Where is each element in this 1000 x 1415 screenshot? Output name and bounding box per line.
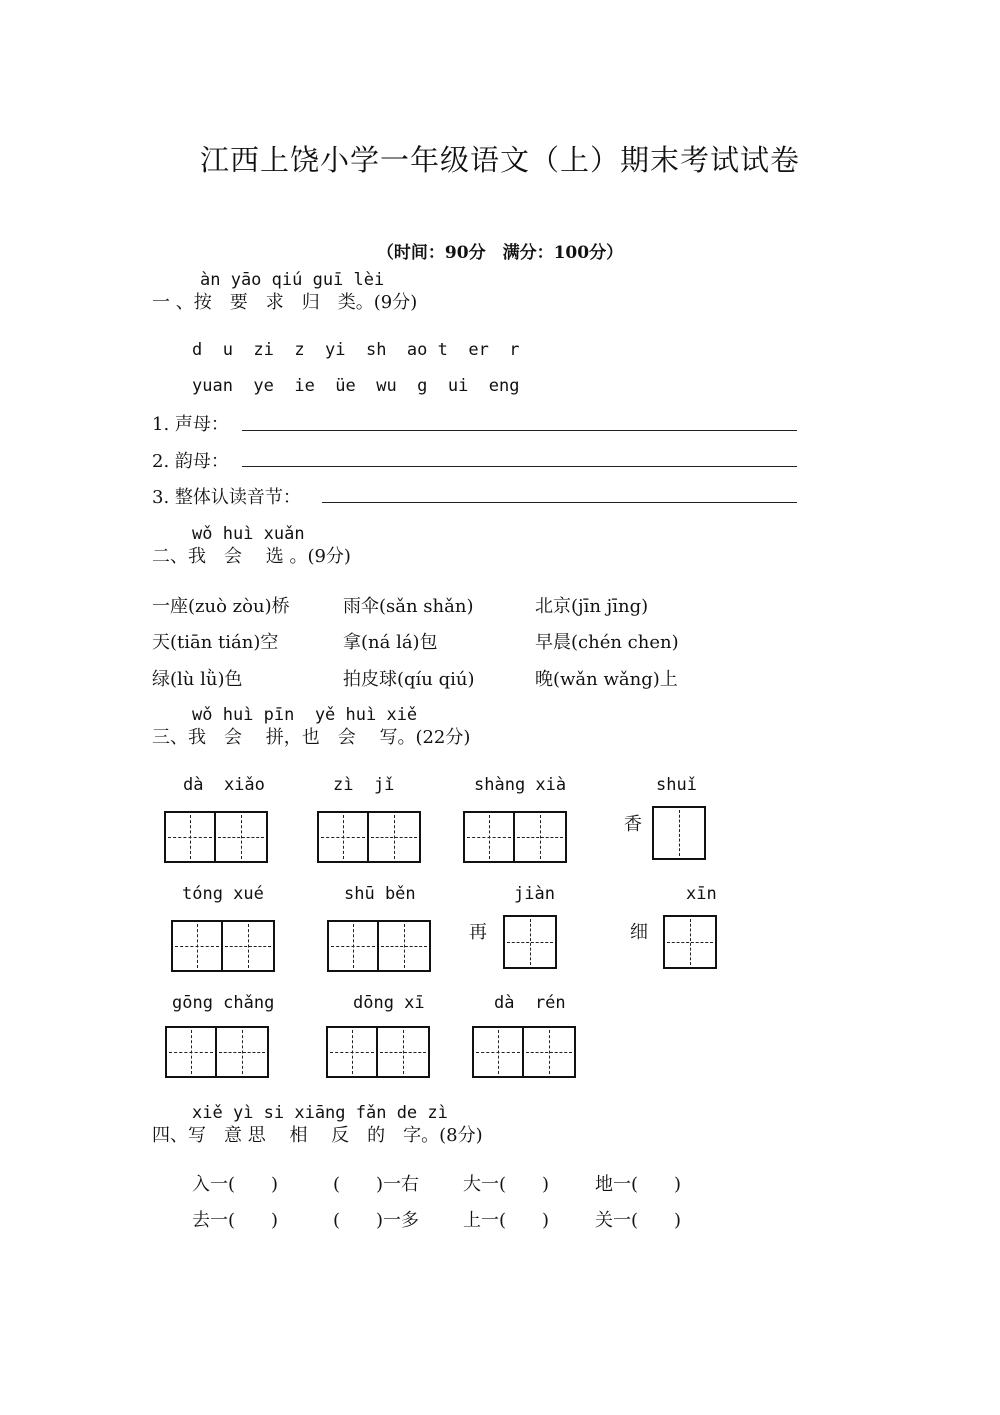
- antonym-item[interactable]: ( )一多: [333, 1210, 420, 1231]
- antonym-item[interactable]: 入一( ): [192, 1174, 279, 1195]
- writing-grid[interactable]: [317, 811, 421, 863]
- antonym-item[interactable]: 去一( ): [192, 1210, 279, 1231]
- word-pinyin: gōng chǎng: [172, 993, 275, 1013]
- writing-grid[interactable]: [164, 811, 268, 863]
- exam-info: （时间：90分 满分：100分）: [376, 243, 624, 263]
- writing-grid[interactable]: [463, 811, 567, 863]
- question-shengmu-label: 1. 声母：: [152, 414, 229, 435]
- answer-line-yunmu[interactable]: [242, 466, 797, 467]
- antonym-item[interactable]: 关一( ): [595, 1210, 682, 1231]
- antonym-item[interactable]: 上一( ): [463, 1210, 550, 1231]
- choice-item[interactable]: 晚(wǎn wǎng)上: [535, 669, 678, 690]
- choice-item[interactable]: 拍皮球(qíu qiú): [343, 669, 475, 690]
- writing-grid[interactable]: [503, 915, 557, 969]
- word-pinyin: zì jǐ: [333, 775, 395, 795]
- section2-heading: 二、我 会 选 。(9分): [152, 546, 351, 567]
- answer-line-zhengti[interactable]: [322, 502, 797, 503]
- antonym-item[interactable]: 地一( ): [595, 1174, 682, 1195]
- antonym-item[interactable]: ( )一右: [333, 1174, 420, 1195]
- choice-item[interactable]: 雨伞(sǎn shǎn): [343, 596, 474, 617]
- choice-item[interactable]: 天(tiān tián)空: [152, 632, 279, 653]
- choice-item[interactable]: 早晨(chén chen): [535, 632, 679, 653]
- antonym-item[interactable]: 大一( ): [463, 1174, 550, 1195]
- writing-grid[interactable]: [326, 1026, 430, 1078]
- section1-heading: 一 、按 要 求 归 类。(9分): [152, 292, 418, 313]
- writing-grid[interactable]: [165, 1026, 269, 1078]
- writing-grid[interactable]: [652, 806, 706, 860]
- writing-grid[interactable]: [327, 920, 431, 972]
- prefix-character: 香: [624, 814, 642, 835]
- section1-letters-row1: d u zi z yi sh ao t er r: [192, 340, 520, 360]
- word-pinyin: xīn: [686, 884, 717, 904]
- section2-pinyin: wǒ huì xuǎn: [192, 524, 305, 544]
- choice-item[interactable]: 拿(ná lá)包: [343, 632, 438, 653]
- word-pinyin: dà xiǎo: [183, 775, 265, 795]
- word-pinyin: shū běn: [344, 884, 416, 904]
- choice-item[interactable]: 一座(zuò zòu)桥: [152, 596, 290, 617]
- answer-line-shengmu[interactable]: [242, 430, 797, 431]
- page-title: 江西上饶小学一年级语文（上）期末考试试卷: [199, 143, 800, 177]
- writing-grid[interactable]: [472, 1026, 576, 1078]
- prefix-character: 细: [630, 922, 648, 943]
- section1-pinyin: àn yāo qiú guī lèi: [200, 270, 385, 290]
- word-pinyin: tóng xué: [182, 884, 264, 904]
- writing-grid[interactable]: [171, 920, 275, 972]
- word-pinyin: dōng xī: [353, 993, 425, 1013]
- prefix-character: 再: [469, 922, 487, 943]
- question-yunmu-label: 2. 韵母：: [152, 451, 229, 472]
- word-pinyin: shàng xià: [474, 775, 567, 795]
- word-pinyin: dà rén: [494, 993, 566, 1013]
- section1-letters-row2: yuan ye ie üe wu g ui eng: [192, 376, 520, 396]
- word-pinyin: jiàn: [514, 884, 555, 904]
- choice-item[interactable]: 绿(lù lǜ)色: [152, 669, 243, 690]
- section4-heading: 四、写 意 思 相 反 的 字。(8分): [152, 1125, 483, 1146]
- word-pinyin: shuǐ: [656, 775, 697, 795]
- writing-grid[interactable]: [663, 915, 717, 969]
- choice-item[interactable]: 北京(jīn jīng): [535, 596, 649, 617]
- section4-pinyin: xiě yì si xiāng fǎn de zì: [192, 1103, 448, 1123]
- section3-heading: 三、我 会 拼，也 会 写。(22分): [152, 727, 471, 748]
- question-zhengti-label: 3. 整体认读音节：: [152, 487, 301, 508]
- section3-pinyin: wǒ huì pīn yě huì xiě: [192, 705, 418, 725]
